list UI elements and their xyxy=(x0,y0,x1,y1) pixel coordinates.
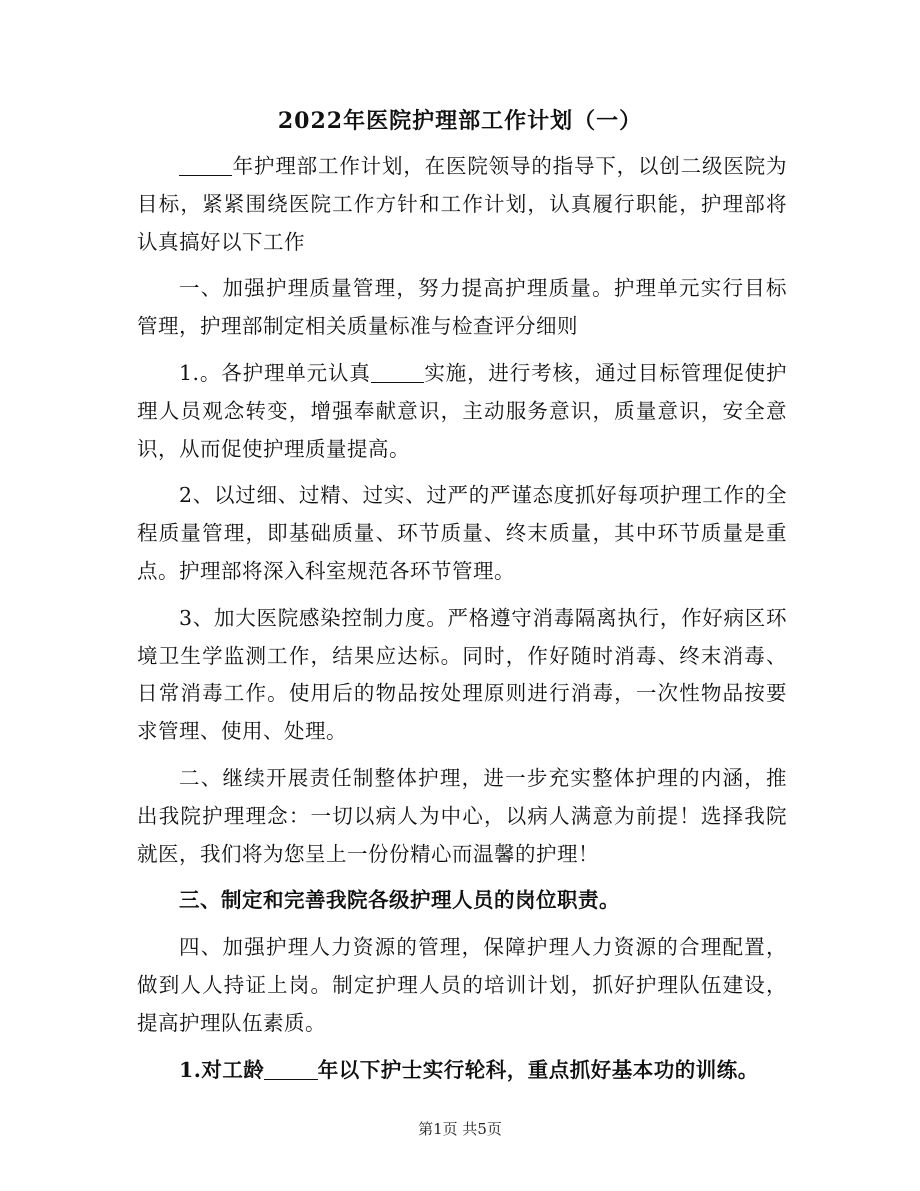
paragraph-item-4-1 xyxy=(137,1052,787,1090)
paragraph-item-1-1 xyxy=(137,355,787,468)
paragraph-text: 二、继续开展责任制整体护理，进一步充实整体护理的内涵，推出我院护理理念：一切以病人为中心，以病人满意为前提！选择我院就医，我们将为您呈上一份份精心而温馨的护理！ xyxy=(137,765,787,866)
fill-blank xyxy=(371,362,424,384)
page-number-footer: 第1页 共5页 xyxy=(418,1120,502,1138)
paragraph-text-pre: 1.对工龄 xyxy=(179,1057,265,1082)
paragraph-text: 2、以过细、过精、过实、过严的严谨态度抓好每项护理工作的全程质量管理，即基础质量、环节质量、终末质量，其中环节质量是重点。护理部将深入科室规范各环节管理。 xyxy=(137,483,787,583)
paragraph-text: 3、加大医院感染控制力度。严格遵守消毒隔离执行，作好病区环境卫生学监测工作，结果应达标。同时，作好随时消毒、终末消毒、日常消毒工作。使用后的物品按处理原则进行消毒，一次性物品按要求管理、使用、处理。 xyxy=(137,605,787,744)
paragraph-text: 一、加强护理质量管理，努力提高护理质量。护理单元实行目标管理，护理部制定相关质量标准与检查评分细则 xyxy=(137,276,787,339)
paragraph-item-1-2 xyxy=(137,477,787,590)
paragraph-text: 三、制定和完善我院各级护理人员的岗位职责。 xyxy=(179,888,621,913)
paragraph-text-pre: 1.。各护理单元认真 xyxy=(179,360,371,385)
paragraph-intro xyxy=(137,148,787,261)
paragraph-text-post: 年护理部工作计划，在医院领导的指导下，以创二级医院为目标，紧紧围绕医院工作方针和工作计划，认真履行职能，护理部将认真搞好以下工作 xyxy=(137,154,787,254)
paragraph-section-4 xyxy=(137,929,787,1042)
document-title: 2022年医院护理部工作计划（一） xyxy=(277,108,643,134)
document-body xyxy=(137,148,787,1098)
paragraph-text-post: 年以下护士实行轮科，重点抓好基本功的训练。 xyxy=(317,1057,759,1082)
paragraph-section-3 xyxy=(137,882,787,920)
paragraph-section-2 xyxy=(137,760,787,873)
paragraph-section-1 xyxy=(137,270,787,346)
paragraph-text-post: 实施，进行考核，通过目标管理促使护理人员观念转变，增强奉献意识，主动服务意识，质量意识，安全意识，从而促使护理质量提高。 xyxy=(137,360,787,461)
fill-blank xyxy=(179,155,232,177)
fill-blank xyxy=(264,1058,317,1080)
paragraph-item-1-3 xyxy=(137,600,787,751)
paragraph-text: 四、加强护理人力资源的管理，保障护理人力资源的合理配置，做到人人持证上岗。制定护理人员的培训计划，抓好护理队伍建设，提高护理队伍素质。 xyxy=(137,935,787,1035)
